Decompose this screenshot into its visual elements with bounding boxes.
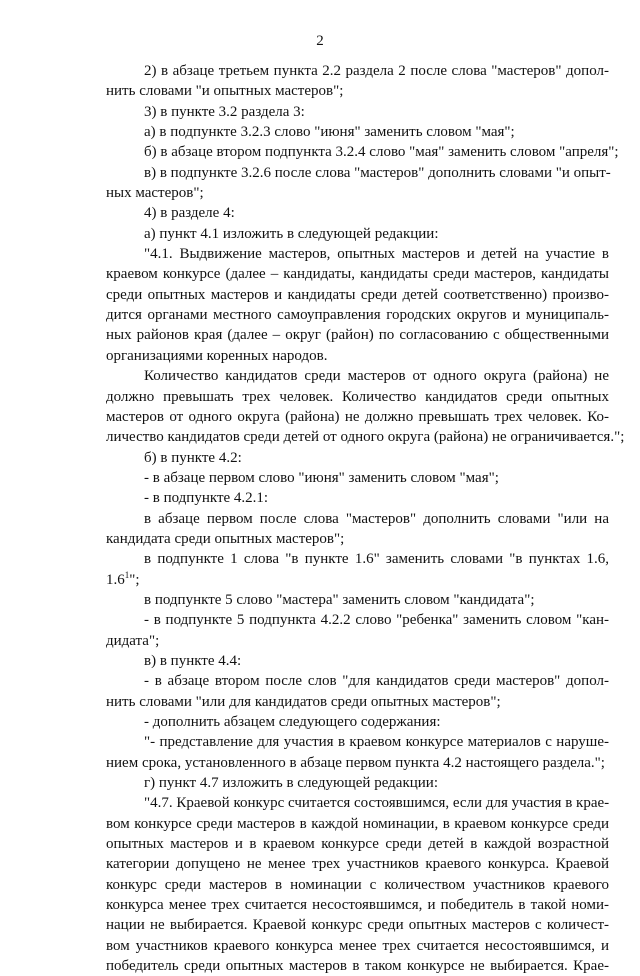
paragraph — [106, 203, 609, 223]
text-line: - дополнить абзацем следующего содержания: — [144, 714, 441, 730]
paragraph — [106, 549, 609, 590]
text-line: "4.1. Выдвижение мастеров, опытных мастеров и детей на участие в — [144, 246, 609, 263]
text-line: личество кандидатов среди детей от одного округа (района) не ограничивается."; — [106, 429, 625, 446]
document-body — [106, 61, 625, 976]
text-line: конкурс среди мастеров в номинации с количеством участников краевого — [106, 876, 609, 893]
text-line: - в абзаце первом слово "июня" заменить словом "мая"; — [144, 469, 499, 486]
paragraph — [106, 142, 619, 162]
text-line: 3) в пункте 3.2 раздела 3: — [144, 103, 305, 120]
paragraph — [106, 61, 609, 102]
superscript: 1 — [124, 569, 130, 580]
text-line: 2) в абзаце третьем пункта 2.2 раздела 2 после слова "мастеров" допол- — [144, 63, 609, 79]
text-line: в подпункте 1 слова "в пункте 1.6" заменить словами "в пунктах 1.6, — [144, 551, 609, 568]
text-line: должно превышать трех человек. Количество кандидатов среди опытных — [106, 388, 609, 405]
paragraph — [106, 509, 609, 550]
text-line: - в подпункте 5 подпункта 4.2.2 слово "ребенка" заменить словом "кан- — [144, 612, 609, 629]
paragraph — [106, 468, 609, 488]
text-line: нации не выбирается. Краевой конкурс среди опытных мастеров с количест- — [106, 917, 609, 934]
page-number: 2 — [316, 33, 324, 49]
paragraph — [106, 793, 609, 976]
paragraph — [106, 671, 609, 712]
text-line: в) в пункте 4.4: — [144, 652, 242, 669]
text-line: а) пункт 4.1 изложить в следующей редакции: — [144, 225, 439, 242]
text-line: нить словами "или для кандидатов среди опытных мастеров"; — [106, 693, 501, 710]
text-line: победитель среди опытных мастеров в таком конкурсе не выбирается. Крае- — [106, 958, 609, 975]
text-line: кандидата среди опытных мастеров"; — [106, 530, 345, 547]
text-line: краевом конкурсе (далее – кандидаты, кандидаты среди мастеров, кандидаты — [106, 266, 609, 283]
text-line: 4) в разделе 4: — [144, 205, 235, 222]
paragraph — [106, 163, 609, 204]
text-line: среди опытных мастеров и кандидаты среди детей соответственно) произво- — [106, 286, 609, 303]
paragraph — [106, 651, 609, 671]
text-line: г) пункт 4.7 изложить в следующей редакции: — [144, 775, 438, 792]
paragraph — [106, 732, 609, 773]
paragraph — [106, 590, 609, 610]
text-line: - в абзаце втором после слов "для кандидатов среди мастеров" допол- — [144, 673, 609, 690]
paragraph — [106, 244, 609, 366]
text-line: дится органами местного самоуправления городских округов и муниципаль- — [106, 307, 609, 324]
paragraph — [106, 448, 609, 468]
tail-after: "; — [129, 571, 140, 588]
text-line: "- представление для участия в краевом конкурсе материалов с наруше- — [144, 734, 609, 751]
paragraph — [106, 712, 609, 732]
paragraph — [106, 488, 609, 508]
paragraph — [106, 102, 609, 122]
text-line: вом конкурсе среди мастеров в каждой номинации, в краевом конкурсе среди — [106, 815, 609, 832]
text-line: "4.7. Краевой конкурс считается состоявшимся, если для участия в крае- — [144, 795, 610, 812]
paragraph — [106, 224, 609, 244]
text-line: опытных мастеров и в краевом конкурсе среди детей в каждой возрастной — [106, 836, 609, 853]
text-line: дидата"; — [106, 632, 160, 649]
tail-base: 1.6 — [106, 571, 125, 588]
text-line: нием срока, установленного в абзаце первом пункта 4.2 настоящего раздела."; — [106, 754, 605, 771]
text-line — [106, 570, 609, 590]
text-line: категории допущено не менее трех участников краевого конкурса. Краевой — [106, 856, 609, 873]
text-line: вом участников краевого конкурса менее трех считается несостоявшимся, и — [106, 937, 609, 954]
paragraph — [106, 610, 609, 651]
text-line: нить словами "и опытных мастеров"; — [106, 83, 344, 100]
text-line: ных районов края (далее – округ (район) по согласованию с общественными — [106, 327, 609, 344]
text-line: б) в пункте 4.2: — [144, 449, 242, 466]
text-line: ных мастеров"; — [106, 185, 204, 202]
text-line: б) в абзаце втором подпункта 3.2.4 слово "мая" заменить словом "апреля"; — [144, 144, 619, 161]
text-line: в) в подпункте 3.2.6 после слова "мастеров" дополнить словами "и опыт- — [144, 164, 611, 181]
text-line: организациями коренных народов. — [106, 347, 328, 364]
text-line: в подпункте 5 слово "мастера" заменить словом "кандидата"; — [144, 591, 535, 608]
text-line: Количество кандидатов среди мастеров от одного округа (района) не — [144, 368, 609, 385]
text-line: а) в подпункте 3.2.3 слово "июня" заменить словом "мая"; — [144, 124, 515, 141]
paragraph — [106, 122, 609, 142]
text-line: конкурса менее трех считается несостоявшимся, и победитель в такой номи- — [106, 897, 609, 914]
paragraph — [106, 773, 609, 793]
paragraph — [106, 366, 625, 447]
text-line: - в подпункте 4.2.1: — [144, 490, 269, 507]
text-line: в абзаце первом после слова "мастеров" дополнить словами "или на — [144, 510, 609, 527]
text-line: мастеров от одного округа (района) не должно превышать трех человек. Ко- — [106, 408, 609, 425]
